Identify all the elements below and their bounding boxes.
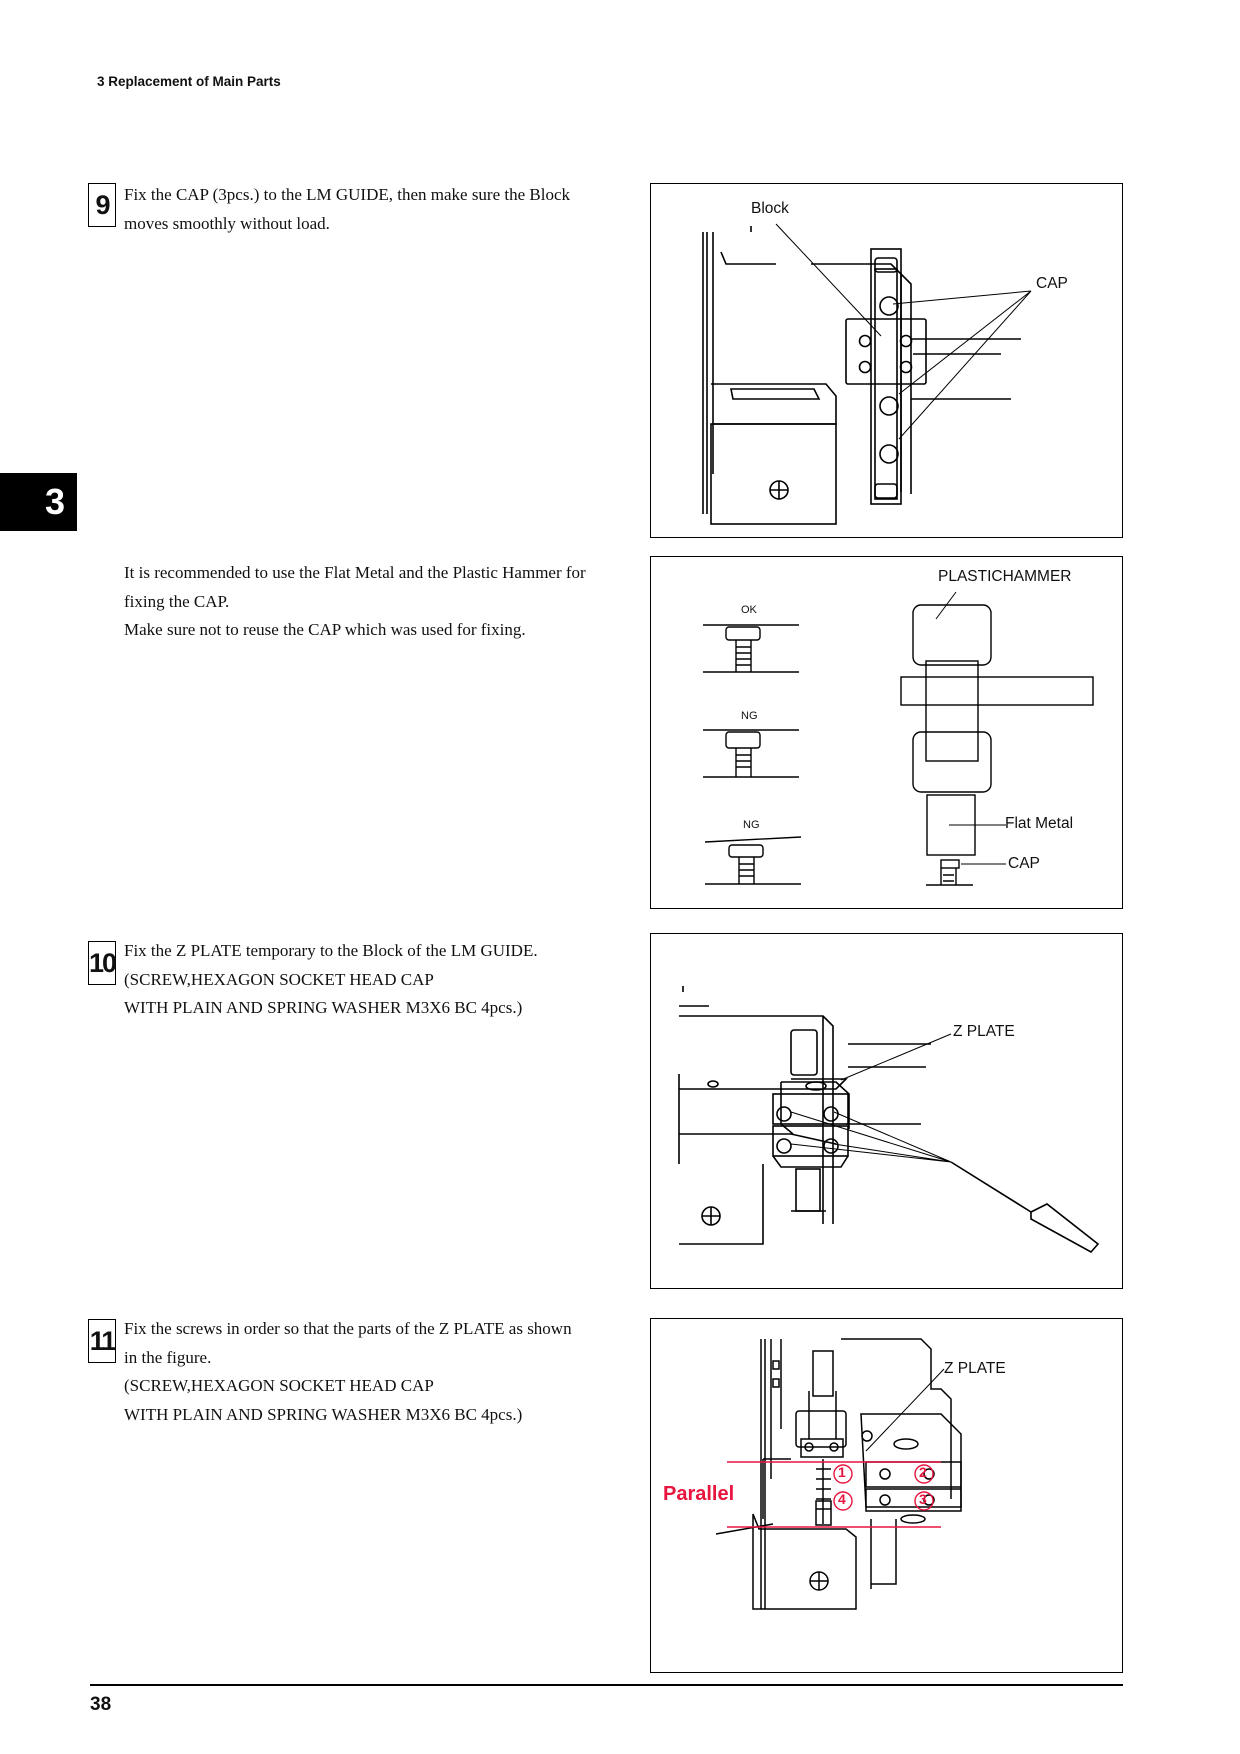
label-flat-metal: Flat Metal — [1005, 815, 1074, 832]
label-z-plate-11: Z PLATE — [944, 1360, 1006, 1377]
note-line-1: It is recommended to use the Flat Metal and the Plastic Hammer for — [124, 563, 586, 582]
figure-cap-fixing — [650, 556, 1123, 909]
step-10-text — [124, 937, 538, 1023]
order-number-4: 4 — [838, 1491, 846, 1507]
lm-guide-cap-drawing — [651, 184, 1124, 539]
step-11-line-2: in the figure. — [124, 1347, 212, 1367]
footer-rule — [90, 1684, 1123, 1686]
step-number-10: 10 — [88, 941, 116, 985]
note-text — [124, 559, 586, 645]
step-11-text — [124, 1315, 572, 1429]
step-number-11: 11 — [88, 1319, 116, 1363]
step-9-line-2: moves smoothly without load. — [124, 213, 330, 233]
step-10-line-2: (SCREW,HEXAGON SOCKET HEAD CAP — [124, 969, 434, 989]
step-9-text — [124, 181, 570, 238]
step-11-line-1: Fix the screws in order so that the parts of the Z PLATE as shown — [124, 1319, 572, 1338]
label-cap-small: CAP — [1008, 855, 1040, 872]
step-11-line-3: (SCREW,HEXAGON SOCKET HEAD CAP — [124, 1376, 434, 1395]
label-z-plate-10: Z PLATE — [953, 1023, 1015, 1040]
label-ng-2: NG — [743, 819, 760, 831]
figure-lm-guide-cap — [650, 183, 1123, 538]
chapter-tab: 3 — [0, 473, 77, 531]
label-ok: OK — [741, 604, 757, 616]
z-plate-temporary-drawing — [651, 934, 1124, 1290]
figure-z-plate-order — [650, 1318, 1123, 1673]
label-ng-1: NG — [741, 710, 758, 722]
label-cap: CAP — [1036, 275, 1068, 292]
step-9-line-1: Fix the CAP (3pcs.) to the LM GUIDE, then make sure the Block — [124, 185, 571, 204]
cap-fixing-drawing — [651, 557, 1124, 910]
page-number: 38 — [90, 1694, 112, 1715]
order-number-3: 3 — [919, 1491, 927, 1507]
section-header: 3 Replacement of Main Parts — [97, 74, 281, 89]
figure-z-plate-temporary — [650, 933, 1123, 1289]
note-line-3: Make sure not to reuse the CAP which was used for fixing. — [124, 620, 526, 639]
label-parallel: Parallel — [663, 1483, 735, 1505]
step-11-line-4: WITH PLAIN AND SPRING WASHER M3X6 BC 4pcs.) — [124, 1404, 523, 1424]
note-line-2: fixing the CAP. — [124, 591, 230, 611]
label-block: Block — [751, 200, 789, 217]
order-number-1: 1 — [838, 1464, 846, 1480]
step-10-line-3: WITH PLAIN AND SPRING WASHER M3X6 BC 4pcs.) — [124, 998, 523, 1017]
step-number-9: 9 — [88, 183, 116, 227]
order-number-2: 2 — [919, 1464, 927, 1480]
label-plastic-hammer: PLASTICHAMMER — [938, 568, 1072, 585]
step-10-line-1: Fix the Z PLATE temporary to the Block of the LM GUIDE. — [124, 941, 538, 960]
